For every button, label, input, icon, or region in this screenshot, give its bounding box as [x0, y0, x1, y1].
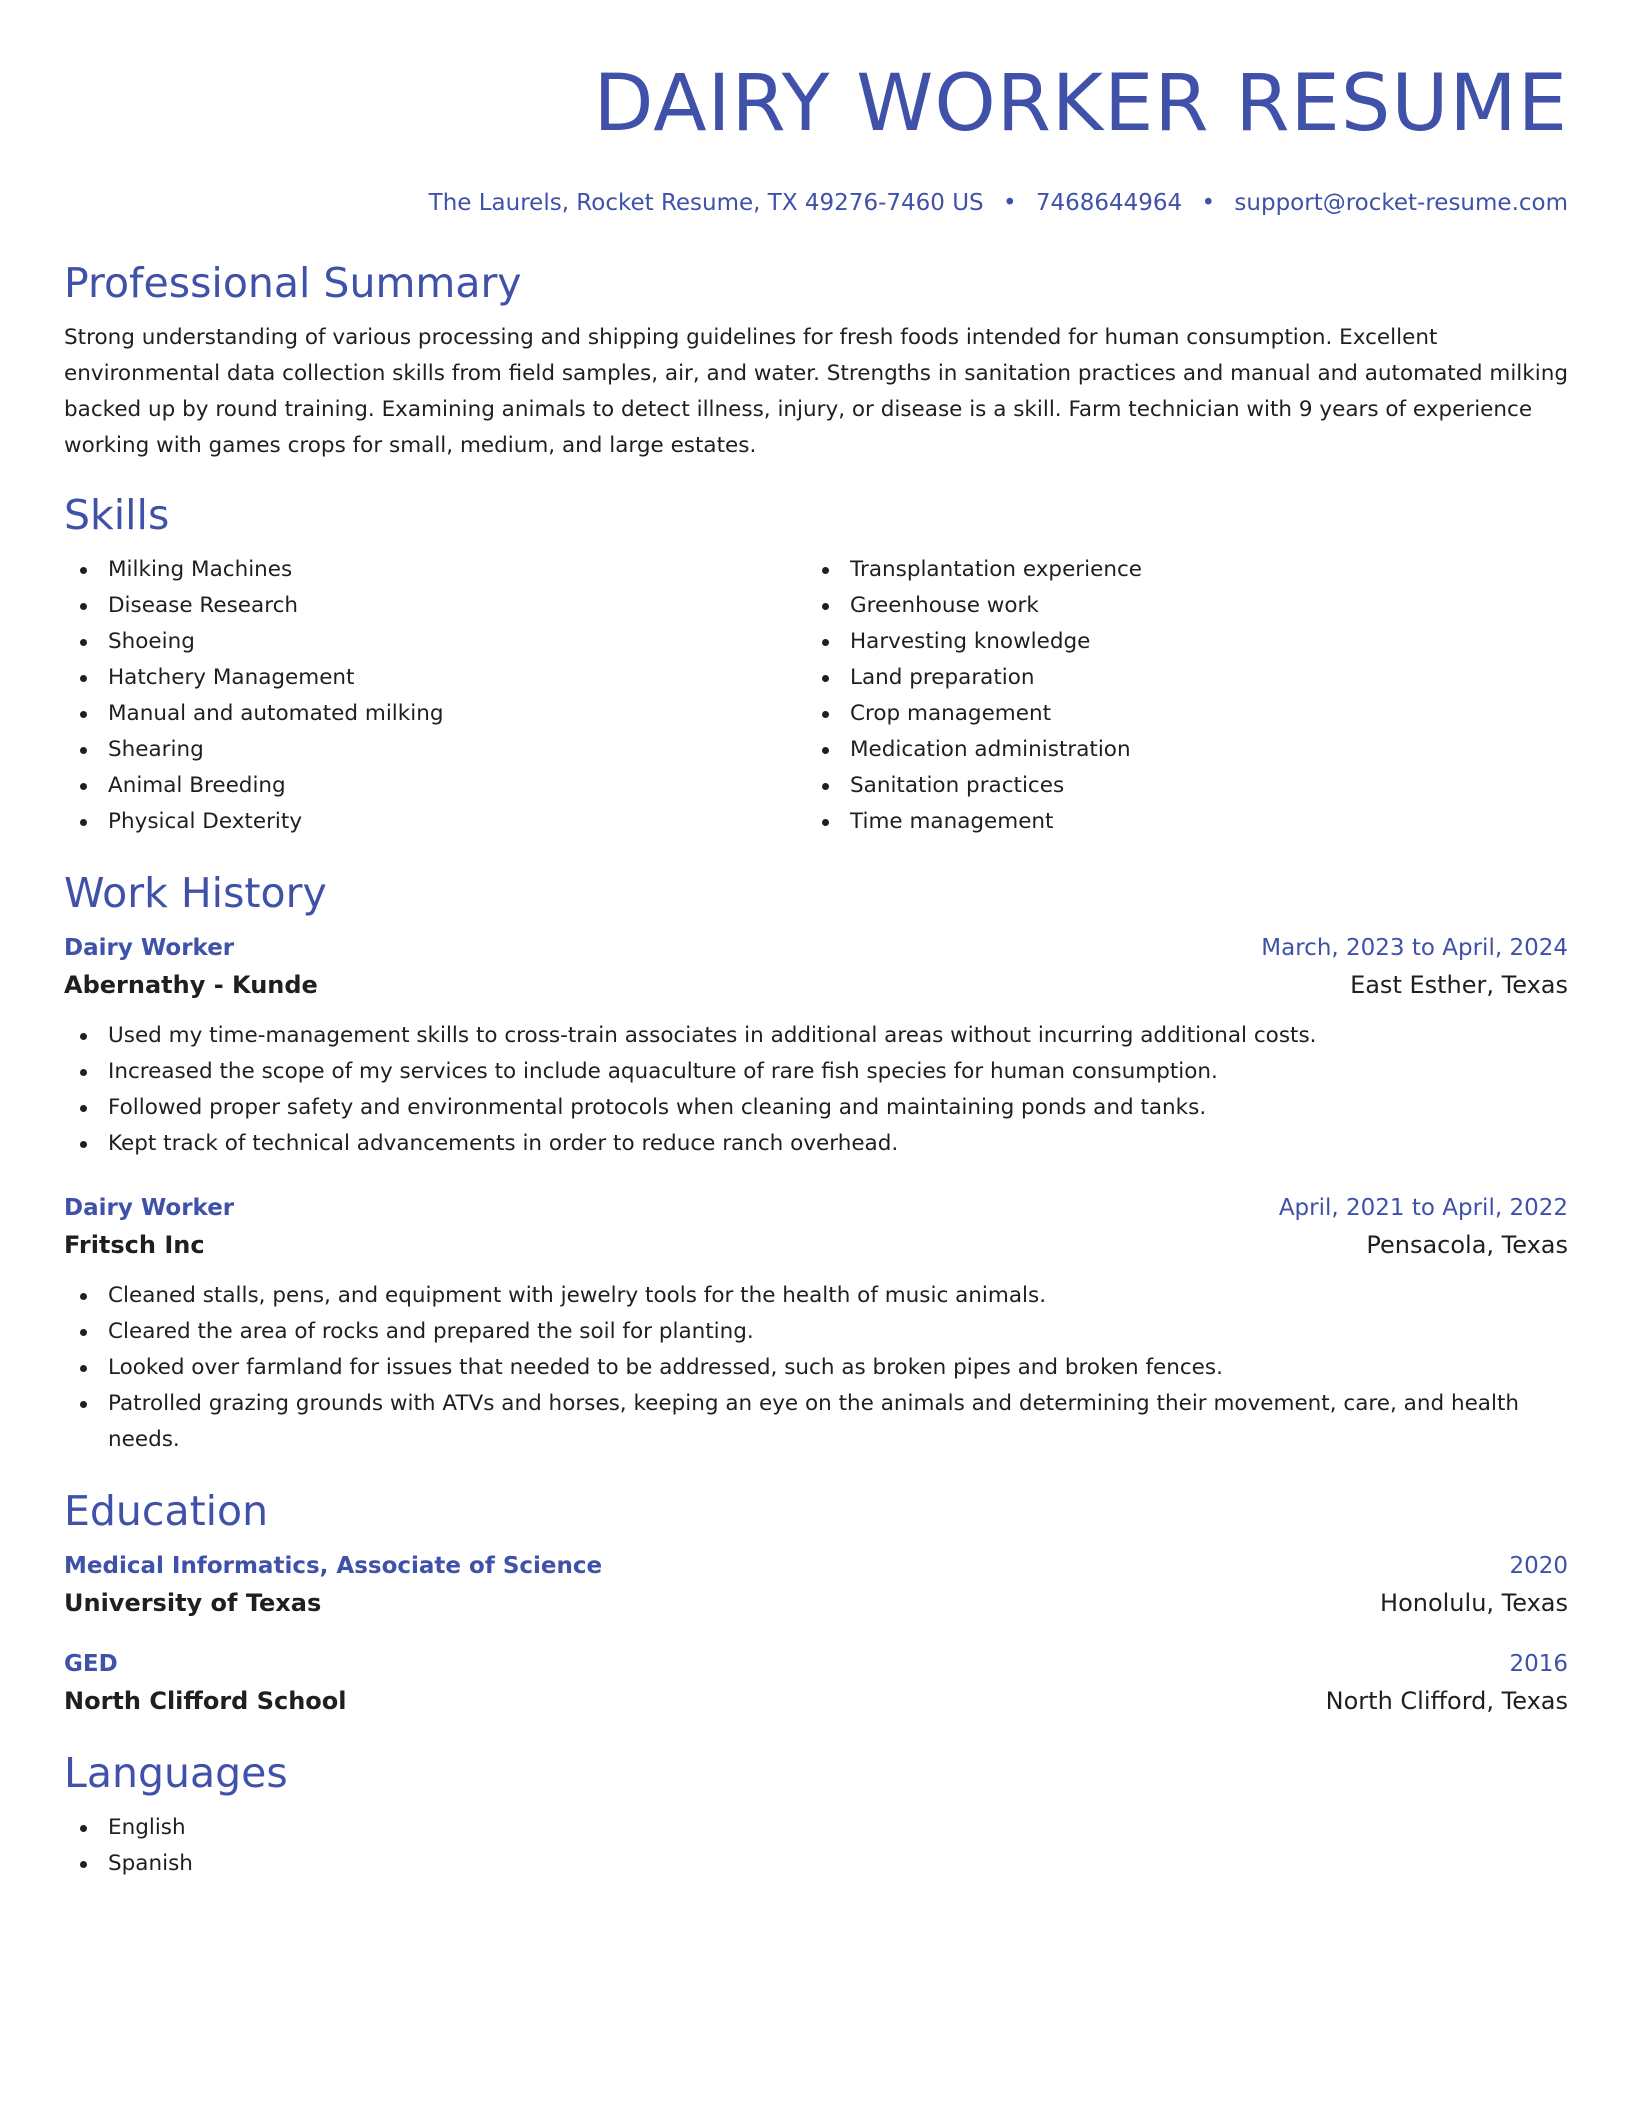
- education-location: North Clifford, Texas: [1325, 1687, 1568, 1715]
- skill-item: Manual and automated milking: [64, 696, 806, 732]
- job-dates: March, 2023 to April, 2024: [1261, 935, 1568, 961]
- job-location: East Esther, Texas: [1350, 971, 1568, 999]
- languages-list: [64, 1810, 1568, 1882]
- skills-grid: [64, 552, 1568, 840]
- job-title: Dairy Worker: [64, 935, 235, 961]
- education-degree: Medical Informatics, Associate of Science: [64, 1553, 603, 1579]
- skill-item: Land preparation: [806, 660, 1548, 696]
- skills-column-left: [64, 552, 806, 840]
- skill-item: Transplantation experience: [806, 552, 1548, 588]
- bullet-separator-icon: •: [1201, 190, 1216, 216]
- bullet-separator-icon: •: [1002, 190, 1017, 216]
- skill-item: Hatchery Management: [64, 660, 806, 696]
- language-item: Spanish: [64, 1846, 1568, 1882]
- languages-section: [64, 1748, 1568, 1882]
- job-dates: April, 2021 to April, 2022: [1278, 1195, 1568, 1221]
- language-item: English: [64, 1810, 1568, 1846]
- job-bullet: Increased the scope of my services to include aquaculture of rare fish species for human consumption.: [64, 1054, 1568, 1090]
- skill-item: Crop management: [806, 696, 1548, 732]
- skill-item: Time management: [806, 804, 1548, 840]
- job-bullets: [64, 1018, 1568, 1162]
- summary-heading: Professional Summary: [64, 259, 522, 307]
- job-company: Fritsch Inc: [64, 1231, 205, 1259]
- summary-text: Strong understanding of various processing and shipping guidelines for fresh foods intended for human consumption. Excellent environmental data collection skills from field samples, air, and water. Strengths in sanitation practices and manual and automated milking backed up by round training. Examining animals to detect illness, injury, or disease is a skill. Farm technician with 9 years of experience working with games crops for small, medium, and large estates.: [64, 325, 1568, 458]
- skill-item: Disease Research: [64, 588, 806, 624]
- job-title: Dairy Worker: [64, 1195, 235, 1221]
- skills-heading: Skills: [64, 491, 170, 539]
- education-heading: Education: [64, 1487, 269, 1535]
- contact-phone: 7468644964: [1035, 190, 1183, 216]
- skill-item: Animal Breeding: [64, 768, 806, 804]
- contact-line: [64, 188, 1568, 218]
- job-bullet: Cleaned stalls, pens, and equipment with jewelry tools for the health of music animals.: [64, 1278, 1568, 1314]
- job-entry: [64, 1190, 1568, 1458]
- skill-item: Medication administration: [806, 732, 1548, 768]
- skill-item: Milking Machines: [64, 552, 806, 588]
- skill-item: Greenhouse work: [806, 588, 1548, 624]
- job-bullet: Looked over farmland for issues that needed to be addressed, such as broken pipes and broken fences.: [64, 1350, 1568, 1386]
- education-year: 2016: [1509, 1651, 1568, 1677]
- job-company: Abernathy - Kunde: [64, 971, 318, 999]
- contact-address: The Laurels, Rocket Resume, TX 49276-7460 US: [428, 190, 984, 216]
- education-school: North Clifford School: [64, 1687, 347, 1715]
- skill-item: Harvesting knowledge: [806, 624, 1548, 660]
- languages-heading: Languages: [64, 1749, 288, 1797]
- education-entry: [64, 1548, 1568, 1622]
- job-bullets: [64, 1278, 1568, 1458]
- job-entry: [64, 930, 1568, 1162]
- job-location: Pensacola, Texas: [1366, 1231, 1568, 1259]
- education-location: Honolulu, Texas: [1380, 1589, 1568, 1617]
- skill-item: Physical Dexterity: [64, 804, 806, 840]
- job-bullet: Followed proper safety and environmental protocols when cleaning and maintaining ponds and tanks.: [64, 1090, 1568, 1126]
- job-bullet: Kept track of technical advancements in order to reduce ranch overhead.: [64, 1126, 1568, 1162]
- skills-column-right: [806, 552, 1548, 840]
- summary-section: [64, 258, 1568, 464]
- resume-title: DAIRY WORKER RESUME: [593, 59, 1568, 149]
- job-bullet: Patrolled grazing grounds with ATVs and horses, keeping an eye on the animals and determining their movement, care, and health needs.: [64, 1386, 1568, 1458]
- education-entry: [64, 1646, 1568, 1720]
- education-section: [64, 1486, 1568, 1720]
- skill-item: Sanitation practices: [806, 768, 1548, 804]
- work-history-heading: Work History: [64, 869, 327, 917]
- work-history-section: [64, 868, 1568, 1458]
- resume-page: [64, 0, 1568, 1882]
- skill-item: Shearing: [64, 732, 806, 768]
- education-year: 2020: [1509, 1553, 1568, 1579]
- contact-email: support@rocket-resume.com: [1234, 190, 1568, 216]
- job-bullet: Used my time-management skills to cross-train associates in additional areas without incurring additional costs.: [64, 1018, 1568, 1054]
- job-bullet: Cleared the area of rocks and prepared the soil for planting.: [64, 1314, 1568, 1350]
- education-degree: GED: [64, 1651, 118, 1677]
- skills-section: [64, 490, 1568, 840]
- skill-item: Shoeing: [64, 624, 806, 660]
- education-school: University of Texas: [64, 1589, 322, 1617]
